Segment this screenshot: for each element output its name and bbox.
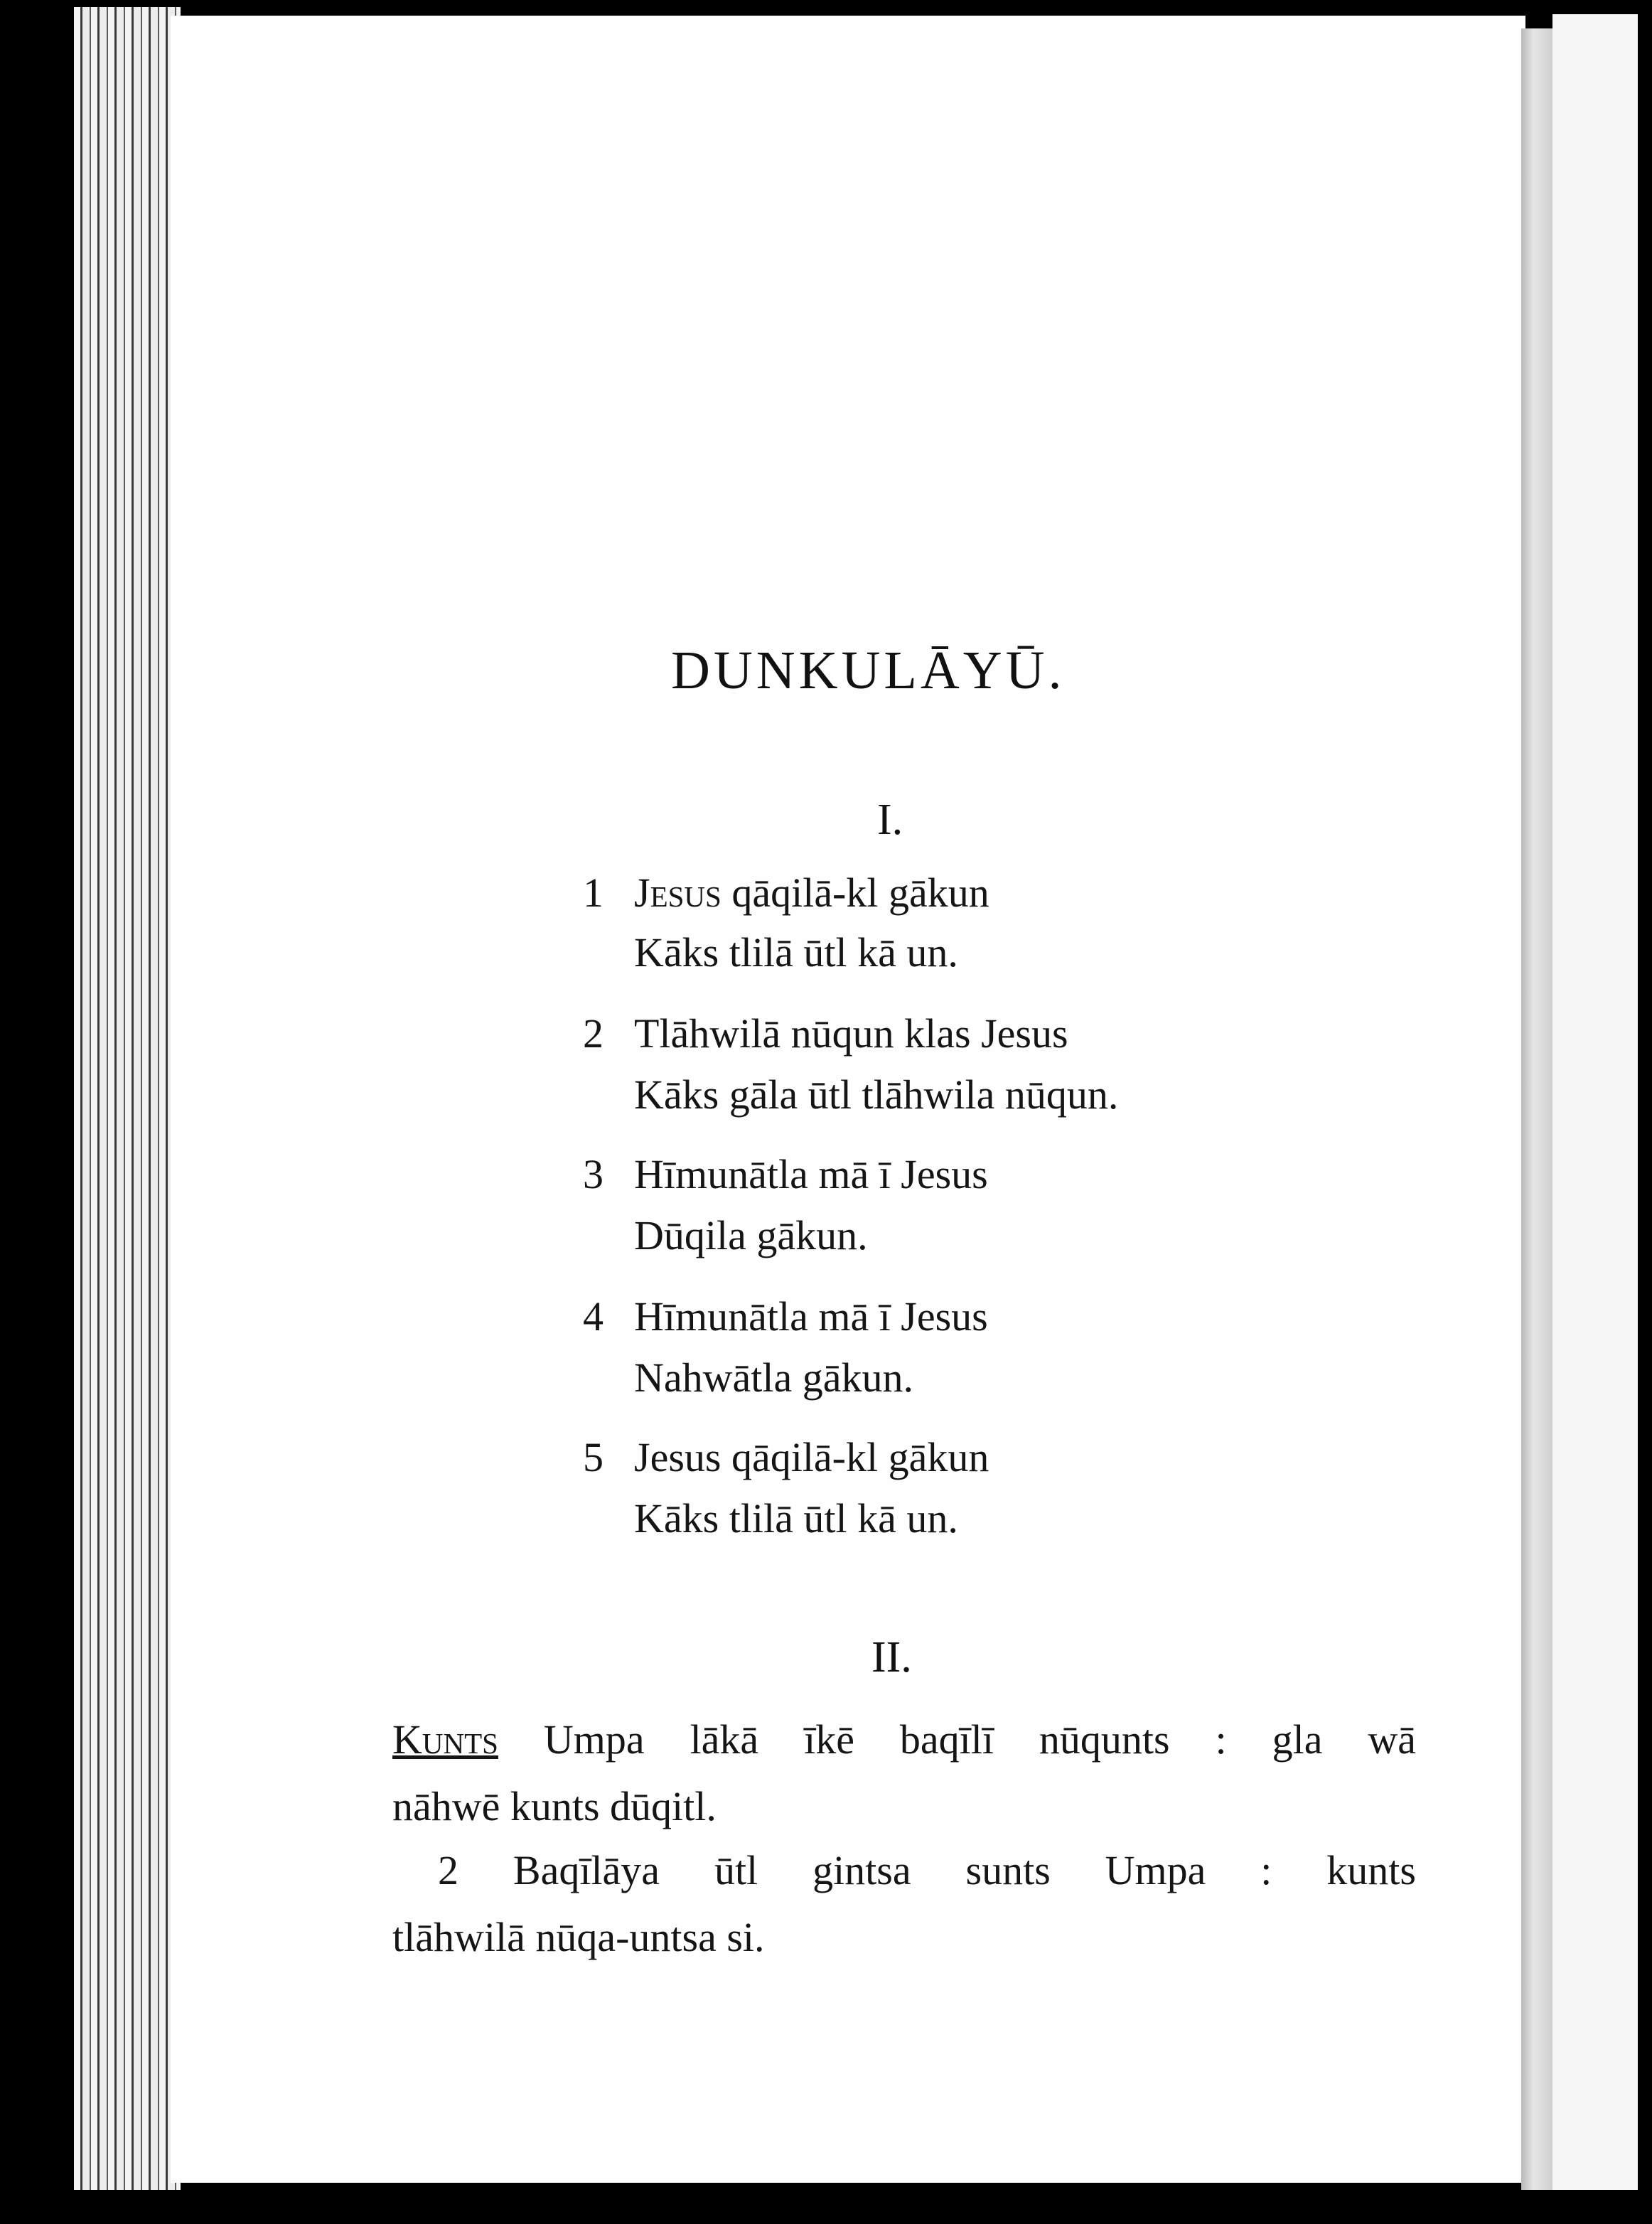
prose-line-1 — [392, 1706, 1416, 1773]
verse-number: 4 — [583, 1293, 604, 1340]
verse-line-2: Kāks gāla ūtl tlāhwila nūqun. — [634, 1071, 1119, 1118]
verse-line-1: Hīmunātla mā ī Jesus — [634, 1151, 988, 1197]
section-numeral-1: I. — [877, 796, 903, 844]
verse-line-1 — [634, 869, 989, 916]
page-title: DUNKULĀYŪ. — [671, 641, 1066, 700]
prose-line-text: Umpa lākā īkē baqīlī nūqunts : gla wā — [543, 1716, 1416, 1763]
paragraph-lead-word: Kunts — [392, 1716, 498, 1763]
section-numeral-2: II. — [871, 1633, 912, 1682]
verse-number: 5 — [583, 1434, 604, 1480]
verse-number: 1 — [583, 870, 604, 916]
prose-line-2: nāhwē kunts dūqitl. — [392, 1783, 717, 1829]
verse-number: 2 — [583, 1010, 604, 1057]
verse-line-2: Kāks tlilā ūtl kā un. — [634, 1495, 958, 1541]
prose-line-2: tlāhwilā nūqa-untsa si. — [392, 1914, 765, 1960]
verse-line-1: Jesus qāqilā-kl gākun — [634, 1434, 989, 1480]
prose-paragraph-2 — [392, 1837, 1416, 1971]
verse-lead-word: Jesus — [634, 870, 722, 916]
facing-page-gutter — [1521, 28, 1552, 2190]
verse-line-2: Dūqila gākun. — [634, 1212, 868, 1258]
prose-line-1: 2 Baqīlāya ūtl gintsa sunts Umpa : kunts — [438, 1847, 1416, 1893]
scan-bottom-edge — [74, 2190, 1652, 2224]
prose-paragraph-1 — [392, 1706, 1416, 1840]
verse-line-text: qāqilā-kl gākun — [731, 870, 989, 916]
verse-line-1: Hīmunātla mā ī Jesus — [634, 1293, 988, 1340]
facing-page-sliver — [1552, 14, 1638, 2197]
verse-line-2: Kāks tlilā ūtl kā un. — [634, 929, 958, 975]
verse-line-1: Tlāhwilā nūqun klas Jesus — [634, 1010, 1068, 1057]
verse-number: 3 — [583, 1151, 604, 1197]
verse-line-2: Nahwātla gākun. — [634, 1354, 913, 1401]
page-edges-left — [74, 7, 181, 2190]
